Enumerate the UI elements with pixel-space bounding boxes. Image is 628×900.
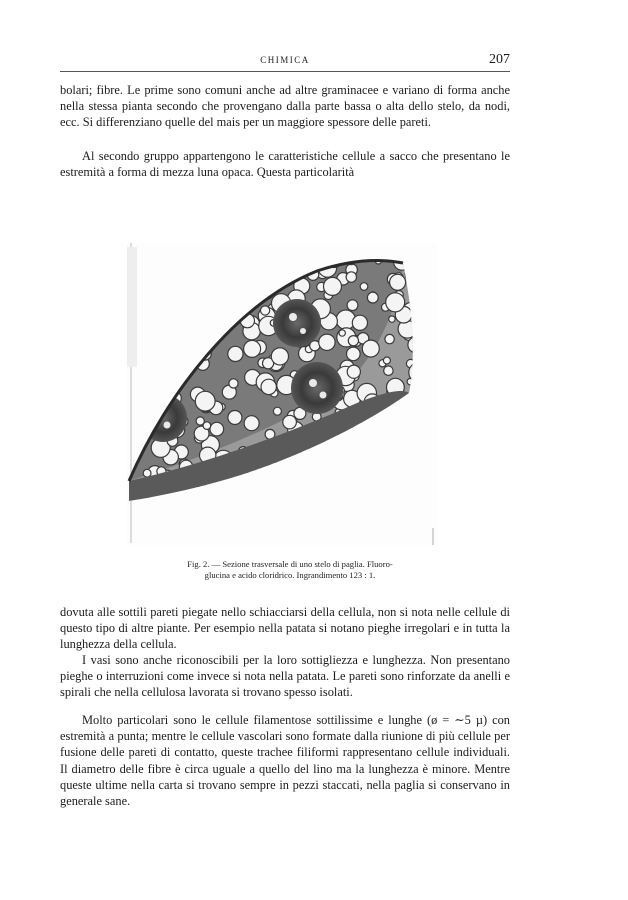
figure-caption-line-2: glucina e acido cloridrico. Ingrandimento 123 : 1. [204, 569, 376, 580]
header-rule [60, 71, 510, 72]
figure-caption-line-1: Fig. 2. — Sezione trasversale di uno stelo di paglia. Fluoro- [187, 559, 393, 569]
micrograph-straw-section [127, 243, 437, 545]
figure-caption [140, 559, 440, 580]
paragraph-vessels: I vasi sono anche riconoscibili per la loro sottigliezza e lunghezza. Non presentano pieghe o interruzioni come invece si nota nella patata. Le pareti sono rinforzate da anelli e spirali che nella cellulosa lavorata si trovano spesso isolati. [60, 653, 510, 700]
paragraph-thin-walls: dovuta alle sottili pareti piegate nello schiacciarsi della cellula, non si nota nelle cellule di questo tipo di altre piante. Per esempio nella patata si notano pieghe irregolari e in tutta la lunghezza della cellula. [60, 605, 510, 652]
running-header [60, 52, 510, 70]
paragraph-second-group: Al secondo gruppo appartengono le caratteristiche cellule a sacco che presentano le estremità a forma di mezza luna opaca. Questa particolarità [60, 149, 510, 180]
running-title: CHIMICA [260, 55, 310, 65]
paragraph-fibre: bolari; fibre. Le prime sono comuni anche ad altre graminacee e variano di forma anche nella stessa pianta secondo che provengano dalla parte bassa o alta dello stelo, da nodi, ecc. Si differenziano quelle del mais per un maggiore spessore delle pareti. [60, 83, 510, 130]
page-number: 207 [489, 52, 510, 67]
paragraph-filament-cells: Molto particolari sono le cellule filamentose sottilissime e lunghe (ø = ∼5 µ) con estremità a punta; mentre le cellule vascolari sono formate dalla riunione di più cellule per fusione delle pareti di contatto, queste trachee filiformi rappresentano cellule individuali. Il diametro delle fibre è circa uguale a quello del lino ma la lunghezza è minore. Mentre queste ultime nella carta si trovano sempre in pezzi staccati, nella paglia si conservano in generale sane. [60, 713, 510, 809]
